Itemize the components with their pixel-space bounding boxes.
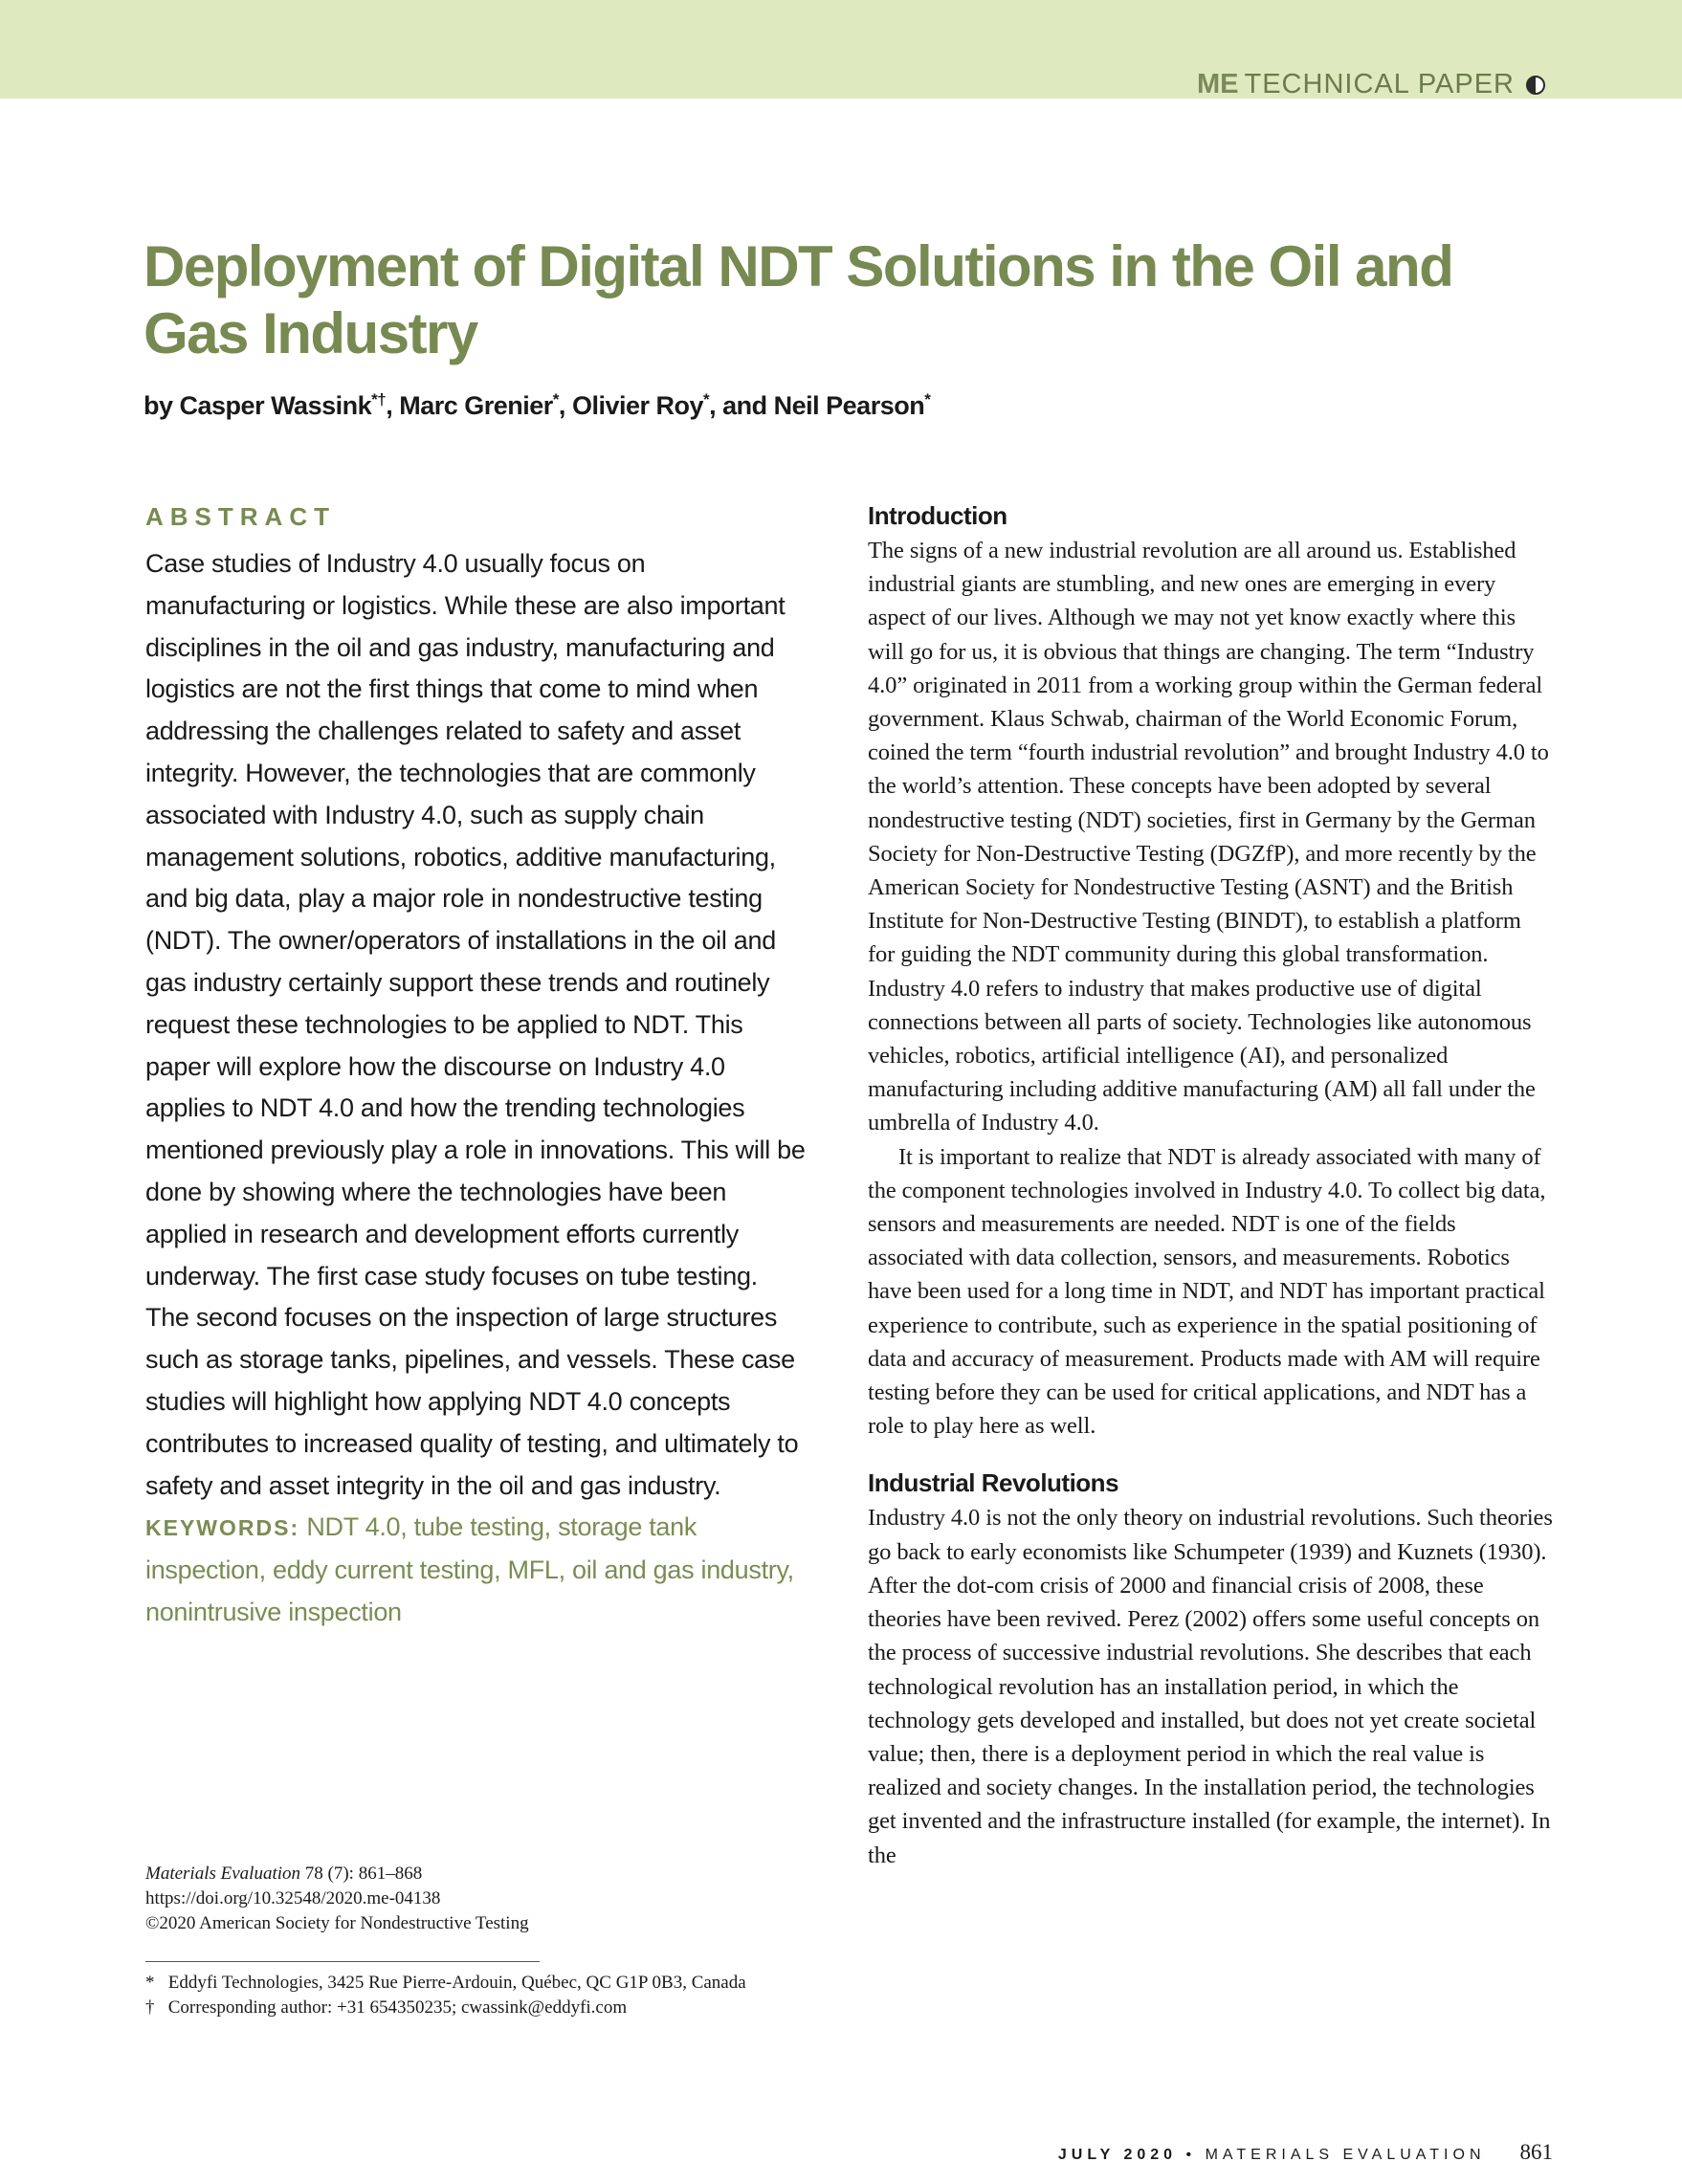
author-sep: ,: [386, 391, 400, 420]
page-number: 861: [1519, 2140, 1553, 2164]
citation-volume: 78 (7): 861–868: [304, 1864, 423, 1884]
paper-title: Deployment of Digital NDT Solutions in the Oil and Gas Industry: [144, 234, 1453, 365]
author-sep: ,: [558, 391, 572, 420]
footer-bullet: •: [1185, 2147, 1197, 2163]
footnote-item: [145, 1996, 815, 2020]
footnote-mark: *: [145, 1973, 155, 1993]
left-column: [145, 497, 806, 1634]
right-column: [868, 497, 1553, 1872]
footnotes: [145, 1971, 815, 2020]
section-heading-industrial-revolutions: Industrial Revolutions: [868, 1468, 1119, 1498]
author-marks: *: [552, 390, 559, 408]
citation-copyright: ©2020 American Society for Nondestructive Testing: [145, 1913, 529, 1933]
author-name: Neil Pearson: [773, 391, 925, 420]
footnote-item: [145, 1971, 815, 1996]
footnote-mark: †: [145, 1997, 155, 2018]
keywords: [145, 1507, 806, 1633]
footer-issue: JULY 2020: [1057, 2147, 1178, 2163]
author-line: [144, 390, 1387, 421]
citation-line: [145, 1862, 815, 1886]
half-circle-icon: [1526, 76, 1545, 95]
section-tag-prefix: ME: [1197, 69, 1239, 99]
keywords-label: KEYWORDS:: [145, 1515, 300, 1541]
section-tag-text: TECHNICAL PAPER: [1244, 69, 1515, 99]
body-paragraph: The signs of a new industrial revolution are all around us. Established industrial giants are stumbling, and new ones are emerging in every aspect of our lives. Although we may not yet know exactly where this will go for us, it is obvious that things are changing. The term “Industry 4.0” originated in 2011 from a working group within the German federal government. Klaus Schwab, chairman of the World Economic Forum, coined the term “fourth industrial revolution” and brought Industry 4.0 to the world’s attention. These concepts have been adopted by several nondestructive testing (NDT) societies, first in Germany by the German Society for Non-Destructive Testing (DGZfP), and more recently by the American Society for Nondestructive Testing (ASNT) and the British Institute for Non-Destructive Testing (BINDT), to establish a platform for guiding the NDT community during this global transformation. Industry 4.0 refers to industry that makes productive use of digital connections between all parts of society. Technologies like autonomous vehicles, robotics, artificial intelligence (AI), and personalized manufacturing including additive manufacturing (AM) all fall under the umbrella of Industry 4.0.: [868, 538, 1549, 1136]
citation-journal: Materials Evaluation: [145, 1864, 301, 1884]
keywords-text: NDT 4.0, tube testing, storage tank inspection, eddy current testing, MFL, oil and gas industry, nonintrusive inspection: [145, 1512, 794, 1626]
author-name: Olivier Roy: [571, 391, 703, 420]
author-name: Casper Wassink: [179, 391, 372, 420]
abstract-label: ABSTRACT: [145, 502, 336, 531]
authors-by: by: [144, 391, 173, 420]
footnote-text: Corresponding author: +31 654350235; cwassink@eddyfi.com: [167, 1997, 628, 2018]
page-footer: [1058, 2140, 1553, 2165]
footer-issue-line: [1058, 2147, 1486, 2164]
footer-journal: MATERIALS EVALUATION: [1205, 2147, 1486, 2163]
section-tag: [1197, 69, 1545, 100]
author-marks: *†: [371, 390, 387, 408]
section-heading-introduction: Introduction: [868, 501, 1007, 530]
footnote-rule: [145, 1961, 540, 1962]
footnote-text: Eddyfi Technologies, 3425 Rue Pierre-Ardouin, Québec, QC G1P 0B3, Canada: [167, 1973, 746, 1993]
body-paragraph: Industry 4.0 is not the only theory on industrial revolutions. Such theories go back to early economists like Schumpeter (1939) and Kuznets (1930). After the dot-com crisis of 2000 and financial crisis of 2008, these theories have been revived. Perez (2002) offers some useful concepts on the process of successive industrial revolutions. She describes that each technological revolution has an installation period, in which the technology gets developed and installed, but does not yet create societal value; then, there is a deployment period in which the real value is realized and society changes. In the installation period, the technologies get invented and the infrastructure installed (for example, the internet). In the: [868, 1505, 1553, 1868]
author-name: Marc Grenier: [399, 391, 553, 420]
abstract-text: Case studies of Industry 4.0 usually focus on manufacturing or logistics. While these are also important disciplines in the oil and gas industry, manufacturing and logistics are not the first things that come to mind when addressing the challenges related to safety and asset integrity. However, the technologies that are commonly associated with Industry 4.0, such as supply chain management solutions, robotics, additive manufacturing, and big data, play a major role in nondestructive testing (NDT). The owner/operators of installations in the oil and gas industry certainly support these trends and routinely request these technologies to be applied to NDT. This paper will explore how the discourse on Industry 4.0 applies to NDT 4.0 and how the trending technologies mentioned previously play a role in innovations. This will be done by showing where the technologies have been applied in research and development efforts currently underway. The first case study focuses on tube testing. The second focuses on the inspection of large structures such as storage tanks, pipelines, and vessels. These case studies will highlight how applying NDT 4.0 concepts contributes to increased quality of testing, and ultimately to safety and asset integrity in the oil and gas industry.: [145, 549, 806, 1500]
author-marks: *: [703, 390, 710, 408]
author-marks: *: [924, 390, 931, 408]
body-paragraph: It is important to realize that NDT is already associated with many of the component technologies involved in Industry 4.0. To collect big data, sensors and measurements are needed. NDT is one of the fields associated with data collection, sensors, and measurements. Robotics have been used for a long time in NDT, and NDT has important practical experience to contribute, such as experience in the spatial positioning of data and accuracy of measurement. Products made with AM will require testing before they can be used for critical applications, and NDT has a role to play here as well.: [868, 1143, 1546, 1440]
citation-block: [145, 1862, 815, 1936]
citation-doi: https://doi.org/10.32548/2020.me-04138: [145, 1888, 441, 1908]
author-sep: , and: [709, 391, 774, 420]
